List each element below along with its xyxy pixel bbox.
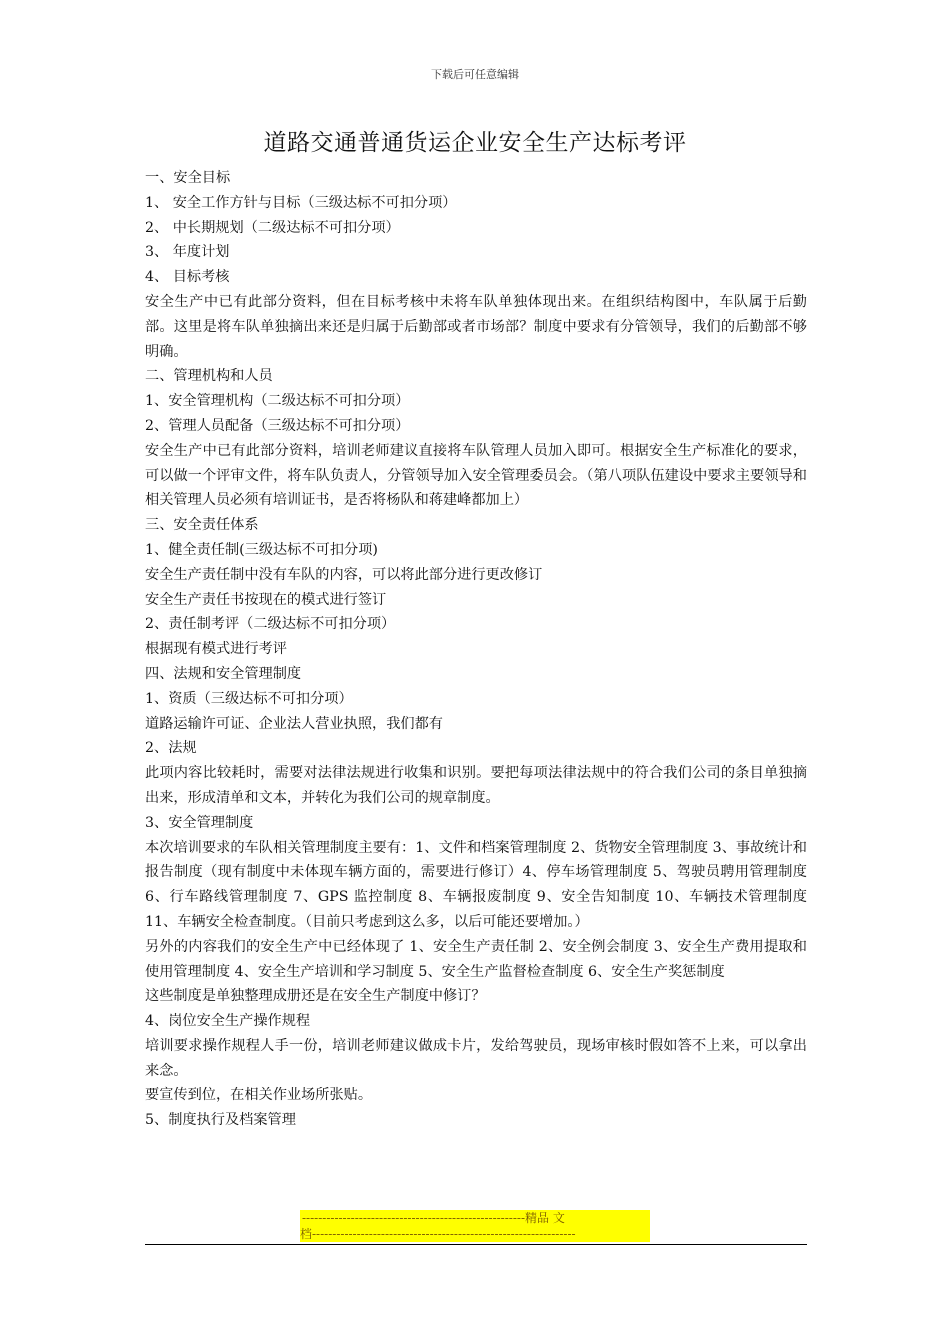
body-paragraph: 培训要求操作规程人手一份，培训老师建议做成卡片，发给驾驶员，现场审核时假如答不上来，可以拿出来念。 — [145, 1037, 807, 1079]
list-item: 5、制度执行及档案管理 — [145, 1112, 296, 1129]
body-paragraph: 本次培训要求的车队相关管理制度主要有：1、文件和档案管理制度 2、货物安全管理制度 3、事故统计和报告制度（现有制度中未体现车辆方面的，需要进行修订）4、停车场管理制度 5、驾驶员聘用管理制度 6、行车路线管理制度 7、GPS 监控制度 8、车辆报废制度 9、安全告知制度 10、车辆技术管理制度 11、车辆安全检查制度。（目前只考虑到这么多，以后可能还要增加。） — [145, 839, 807, 930]
list-item: 2、法规 — [145, 740, 197, 757]
list-item: 4、 目标考核 — [145, 269, 230, 286]
list-item: 1、资质（三级达标不可扣分项） — [145, 690, 353, 707]
list-item: 3、安全管理制度 — [145, 814, 254, 831]
list-item: 4、岗位安全生产操作规程 — [145, 1013, 311, 1030]
body-paragraph: 根据现有模式进行考评 — [145, 641, 287, 658]
list-item: 1、健全责任制(三级达标不可扣分项) — [145, 541, 378, 558]
body-paragraph: 安全生产责任制中没有车队的内容，可以将此部分进行更改修订 — [145, 566, 543, 583]
body-paragraph: 另外的内容我们的安全生产中已经体现了 1、安全生产责任制 2、安全例会制度 3、安全生产费用提取和使用管理制度 4、安全生产培训和学习制度 5、安全生产监督检查制度 6、安全生产奖惩制度 — [145, 938, 807, 980]
body-paragraph: 要宣传到位，在相关作业场所张贴。 — [145, 1087, 373, 1104]
section-heading: 二、管理机构和人员 — [145, 368, 273, 385]
body-paragraph: 此项内容比较耗时，需要对法律法规进行收集和识别。要把每项法律法规中的符合我们公司的条目单独摘出来，形成清单和文本，并转化为我们公司的规章制度。 — [145, 765, 807, 806]
footer-line-1: -------------------------------------------------------精品 文 — [300, 1210, 650, 1226]
list-item: 2、责任制考评（二级达标不可扣分项） — [145, 616, 396, 633]
footer-line-2: 档----------------------------------------------------------------- — [300, 1226, 650, 1242]
header-note: 下载后可任意编辑 — [431, 68, 519, 81]
section-heading: 四、法规和安全管理制度 — [145, 665, 302, 682]
section-heading: 三、安全责任体系 — [145, 517, 259, 534]
list-item: 1、 安全工作方针与目标（三级达标不可扣分项） — [145, 194, 457, 211]
list-item: 3、 年度计划 — [145, 244, 230, 261]
document-body — [145, 166, 807, 1133]
body-paragraph: 安全生产中已有此部分资料，但在目标考核中未将车队单独体现出来。在组织结构图中，车队属于后勤部。这里是将车队单独摘出来还是归属于后勤部或者市场部？制度中要求有分管领导，我们的后勤部不够明确。 — [145, 293, 807, 360]
body-paragraph: 道路运输许可证、企业法人营业执照，我们都有 — [145, 715, 443, 732]
body-paragraph: 安全生产中已有此部分资料，培训老师建议直接将车队管理人员加入即可。根据安全生产标准化的要求，可以做一个评审文件，将车队负责人，分管领导加入安全管理委员会。（第八项队伍建设中要求主要领导和相关管理人员必须有培训证书，是否将杨队和蒋建峰都加上） — [145, 442, 807, 509]
list-item: 2、管理人员配备（三级达标不可扣分项） — [145, 417, 410, 434]
list-item: 1、安全管理机构（二级达标不可扣分项） — [145, 393, 410, 410]
document-title: 道路交通普通货运企业安全生产达标考评 — [263, 130, 687, 156]
section-heading: 一、安全目标 — [145, 170, 231, 186]
list-item: 2、 中长期规划（二级达标不可扣分项） — [145, 219, 400, 236]
footer-watermark — [300, 1210, 650, 1242]
footer-divider — [145, 1244, 807, 1245]
body-paragraph: 这些制度是单独整理成册还是在安全生产制度中修订？ — [145, 988, 486, 1005]
body-paragraph: 安全生产责任书按现在的模式进行签订 — [145, 591, 387, 608]
